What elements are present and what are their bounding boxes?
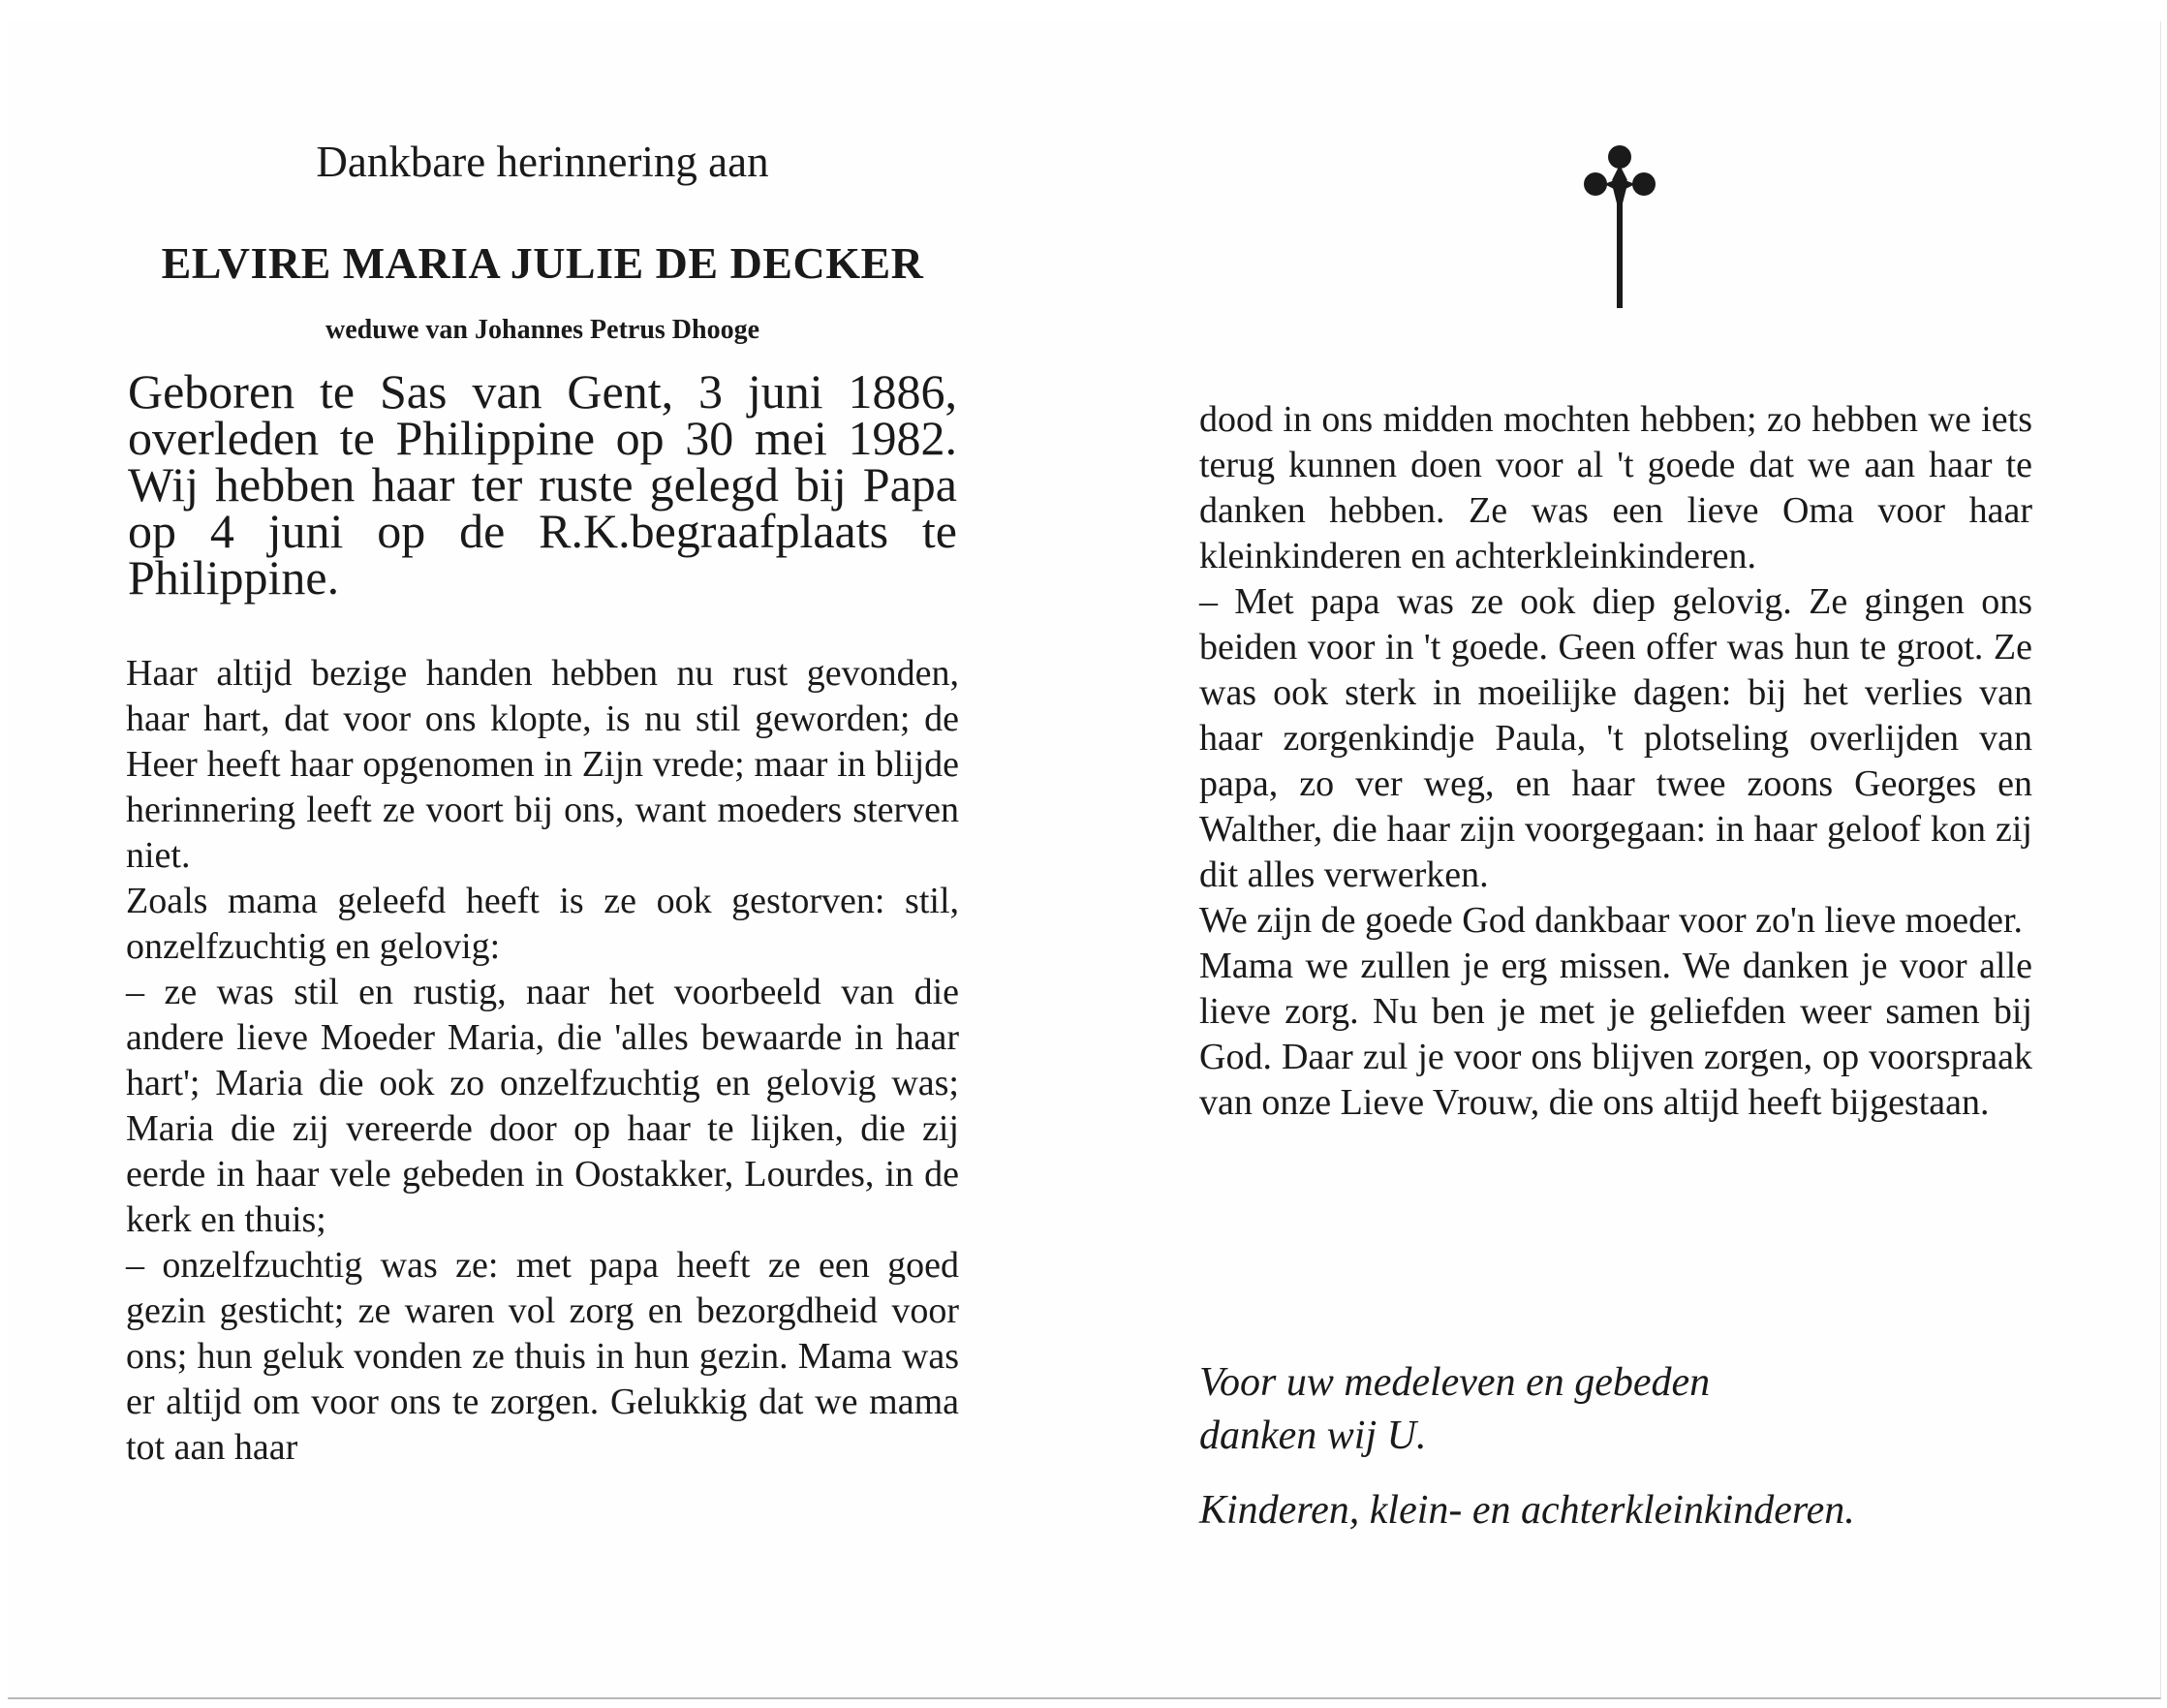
thanks-text bbox=[1199, 1356, 2052, 1463]
paragraph: – ze was stil en rustig, naar het voorbeeld van die andere lieve Moeder Maria, die 'alles bewaarde in haar hart'; Maria die ook zo onzelfzuchtig en gelovig was; Maria die zij vereerde door op haar te lijken, die zij eerde in haar vele gebeden in Oostakker, Lourdes, in de kerk en thuis; bbox=[126, 972, 959, 1240]
paragraph: – Met papa was ze ook diep gelovig. Ze gingen ons beiden voor in 't goede. Geen offer was hun te groot. Ze was ook sterk in moeilijke dagen: bij het verlies van haar zorgenkindje Paula, 't plotseling overlijden van papa, zo ver weg, en haar twee zoons Georges en Walther, die haar zijn voorgegaan: in haar geloof kon zij dit alles verwerken. bbox=[1199, 581, 2032, 895]
cross-icon bbox=[1583, 143, 1656, 310]
thanks-line: Voor uw medeleven en gebeden bbox=[1199, 1360, 1711, 1405]
paragraph: dood in ons midden mochten hebben; zo hebben we iets terug kunnen doen voor al 't goede dat we aan haar te danken hebben. Ze was een lieve Oma voor haar kleinkinderen en achterkleinkinderen. bbox=[1199, 399, 2032, 576]
spouse-line: weduwe van Johannes Petrus Dhooge bbox=[325, 315, 760, 345]
right-column-text bbox=[1199, 397, 2032, 1126]
deceased-name: ELVIRE MARIA JULIE DE DECKER bbox=[161, 238, 924, 288]
left-column-text bbox=[126, 651, 959, 1471]
paragraph: Haar altijd bezige handen hebben nu rust gevonden, haar hart, dat voor ons klopte, is nu stil geworden; de Heer heeft haar opgenomen in Zijn vrede; maar in blijde herinnering leeft ze voort bij ons, want moeders sterven niet. bbox=[126, 653, 959, 876]
birth-death-text: Geboren te Sas van Gent, 3 juni 1886, overleden te Philippine op 30 mei 1982. Wij hebben haar ter ruste gelegd bij Papa op 4 juni op de R.K.begraafplaats te Philippine. bbox=[128, 364, 957, 605]
paragraph: Zoals mama geleefd heeft is ze ook gestorven: stil, onzelfzuchtig en gelovig: bbox=[126, 881, 959, 967]
paragraph: Mama we zullen je erg missen. We danken je voor alle lieve zorg. Nu ben je met je geliefden weer samen bij God. Daar zul je voor ons blijven zorgen, op voorspraak van onze Lieve Vrouw, die ons altijd heeft bijgestaan. bbox=[1199, 946, 2032, 1123]
intro-heading: Dankbare herinnering aan bbox=[316, 138, 769, 186]
paragraph: – onzelfzuchtig was ze: met papa heeft ze een goed gezin gesticht; ze waren vol zorg en bezorgdheid voor ons; hun geluk vonden ze thuis in hun gezin. Mama was er altijd om voor ons te zorgen. Gelukkig dat we mama tot aan haar bbox=[126, 1245, 959, 1468]
thanks-line: danken wij U. bbox=[1199, 1413, 1427, 1458]
signature-text: Kinderen, klein- en achterkleinkinderen. bbox=[1199, 1488, 1855, 1533]
paragraph: We zijn de goede God dankbaar voor zo'n lieve moeder. bbox=[1199, 900, 2024, 941]
